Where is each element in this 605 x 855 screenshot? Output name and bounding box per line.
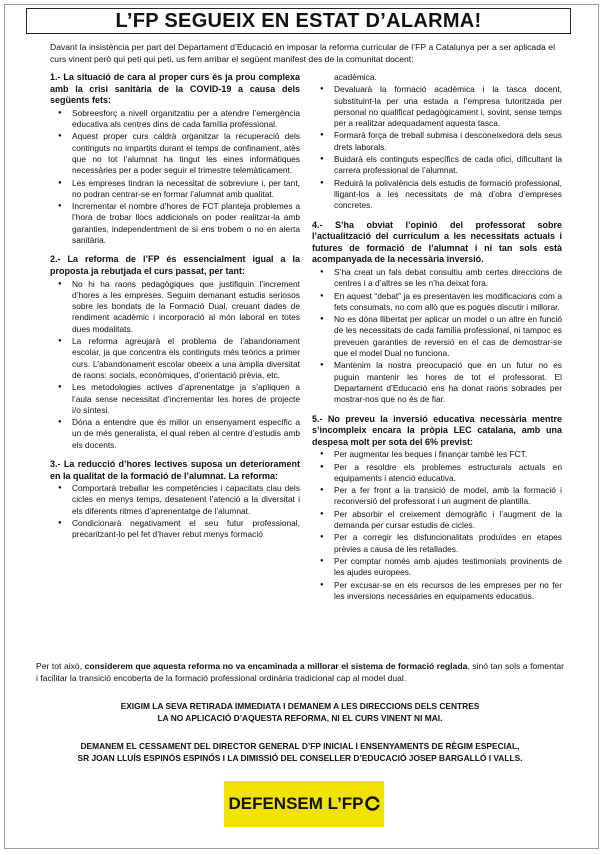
- bullet-list: [312, 267, 562, 406]
- list-item: ● Per excusar-se en els recursos de les empreses per no fer les inversions necessàries en equipaments educatius.: [334, 580, 562, 603]
- list-item: ● Condicionarà negativament el seu futur professional, precaritzant-lo pel fet d’haver rebut menys formació: [72, 518, 300, 541]
- section-title: 1.- La situació de cara al proper curs és ja prou complexa amb la crisi sanitària de la COVID-19 a causa dels següents fets:: [50, 72, 300, 106]
- section-5: [312, 414, 562, 603]
- demand-line: LA NO APLICACIÓ D’AQUESTA REFORMA, NI EL CURS VINENT NI MAI.: [157, 713, 443, 723]
- section-3-continued: [312, 72, 562, 212]
- section-4: [312, 220, 562, 406]
- demand-line: DEMANEM EL CESSAMENT DEL DIRECTOR GENERAL D’FP INICIAL I ENSENYAMENTS DE RÈGIM ESPECIAL,: [80, 741, 520, 751]
- list-item: ● Per comptar només amb ajudes testimonials provinents de les ajudes europees.: [334, 556, 562, 579]
- section-title: 3.- La reducció d’hores lectives suposa un deteriorament en la qualitat de la formació de l’alumnat. La reforma:: [50, 458, 300, 481]
- list-item: ● Les metodologies actives d’aprenentatge ja s’apliquen a l’aula sense necessitat d’incrementar les hores de projecte i/o síntesi.: [72, 382, 300, 416]
- list-item-continuation: acadèmica.: [334, 72, 377, 82]
- closing-post: , sinó tan sols a fomentar i facilitar la transició encoberta de la formació professional ordinària tradicional cap al model dual.: [36, 661, 565, 683]
- list-item: ● Sobreesforç a nivell organitzatiu per a atendre l’emergència educativa als centres dins de cada família professional.: [72, 108, 300, 131]
- bullet-list: [50, 483, 300, 540]
- list-item: ● En aquest “debat” ja es presentaven les modificacions com a fets consumats, no com allò que es pogués discutir i millorar.: [334, 291, 562, 314]
- bullet-list: [312, 72, 562, 212]
- demand-line: EXIGIM LA SEVA RETIRADA IMMEDIATA I DEMANEM A LES DIRECCIONS DELS CENTRES: [120, 701, 480, 711]
- list-item: ● Aquest proper curs caldrà organitzar la recuperació dels continguts no impartits durant el temps de confinament, atès que no tot l’alumnat ha tingut les eines informàtiques necessàries per a poder seguir el trimestre telemàticament.: [72, 131, 300, 176]
- title-box: [26, 8, 571, 34]
- section-1: [50, 72, 300, 246]
- list-item: ● No hi ha raons pedagògiques que justifiquin l’increment d’hores a les empreses. Seguim demanant estudis seriosos sobre les bondats de la Formació Dual, creuant dades de rendiment acadèmic i incorporació al món laboral en totes dues modalitats.: [72, 279, 300, 335]
- defensem-fp-banner: [224, 781, 384, 827]
- bullet-list: [312, 449, 562, 602]
- right-column: [312, 72, 562, 610]
- list-item: ● Per augmentar les beques i finançar també les FCT.: [334, 449, 562, 460]
- list-item: ● Per a resoldre els problemes estructurals actuals en equipaments i atenció educativa.: [334, 462, 562, 485]
- list-item: ● La reforma agreujarà el problema de l’abandonament escolar, ja que concentra els continguts més teòrics a primer curs. L’abandonament escolar obeeix a una àmplia diversitat de raons: socials, econòmiques, d’orientació prèvia, etc.: [72, 336, 300, 381]
- list-item: ● Buidarà els continguts específics de cada ofici, dificultant la carrera professional de l’alumnat.: [334, 154, 562, 177]
- list-item: ● Les empreses tindran la necessitat de sobreviure i, per tant, no podran centrar-se en formar l’alumnat amb qualitat.: [72, 178, 300, 201]
- list-item: ● Reduirà la polivalència dels estudis de formació professional, lligant-los a les necessitats de mà d’obra d’empreses concretes.: [334, 178, 562, 212]
- demand-cessament: [40, 740, 560, 764]
- section-title: 5.- No preveu la inversió educativa necessària mentre s’incompleix encara la pròpia LEC catalana, amb una despesa molt per sota del 6% previst:: [312, 413, 562, 447]
- section-title: 4.- S’ha obviat l’opinió del professorat sobre l’actualització del currículum a les necessitats actuals i futures de formació de l’alumnat i ni tan sols està acompanyada de la necessària inversió.: [312, 219, 562, 265]
- section-2: [50, 254, 300, 451]
- list-item: ● Incrementar el nombre d’hores de FCT planteja problemes a l’hora de trobar llocs addicionals on poder realitzar-la amb garanties, independentment de si ens trobem o no en alerta sanitària.: [72, 201, 300, 246]
- left-column: [50, 72, 300, 549]
- banner-text: DEFENSEM L’FP: [228, 794, 364, 813]
- section-3: [50, 459, 300, 541]
- list-item: ● Mantenim la nostra preocupació que en un futur no es puguin mantenir les hores de tot el professorat. El Departament d’Educació ens ha donat raons sobrades per mostrar-nos que no és de fiar.: [334, 360, 562, 405]
- circle-logo-icon: [365, 796, 380, 811]
- closing-strong: considerem que aquesta reforma no va encaminada a millorar el sistema de formació reglada: [84, 661, 468, 671]
- list-item: ● Per a fer front a la transició de model, amb la formació i reconversió del professorat i un augment de plantilla.: [334, 485, 562, 508]
- list-item: ● Per a corregir les disfuncionalitats produïdes en etapes prèvies a causa de les retallades.: [334, 532, 562, 555]
- page-title: L’FP SEGUEIX EN ESTAT D’ALARMA!: [115, 10, 482, 32]
- list-item: ● Dóna a entendre que és millor un ensenyament específic a un de més generalista, el qual reben al centre d’estudis amb els docents.: [72, 417, 300, 451]
- list-item: ● S’ha creat un fals debat consultiu amb certes direccions de centres i a d’altres se les n’ha deixat fora.: [334, 267, 562, 290]
- demand-retirada: [40, 700, 560, 724]
- bullet-list: [50, 279, 300, 451]
- list-item: ● Devaluarà la formació acadèmica i la tasca docent, substituint-la per una estada a l’empresa tutoritzada per personal no qualificat pedagògicament i, sovint, sense temps per a realitzar adequadament aquesta tasca.: [334, 84, 562, 129]
- closing-paragraph: [36, 660, 564, 684]
- demand-line: SR JOAN LLUÍS ESPINÓS ESPINÓS I LA DIMISSIÓ DEL CONSELLER D’EDUCACIÓ JOSEP BARGALLÓ I VALLS.: [77, 753, 523, 763]
- intro-paragraph: Davant la insistència per part del Departament d’Educació en imposar la reforma curricular de l’FP a Catalunya per a ser aplicada el curs vinent però qui peti qui peti, us fem arribar el següent manifest des de la comunitat docent:: [50, 42, 555, 64]
- list-item: ● Comportarà treballar les competències i capacitats clau dels cicles en menys temps, desatenent l’atenció a la diversitat i els diferents ritmes d’aprenentatge de l’alumnat.: [72, 483, 300, 517]
- list-item: ● Formarà força de treball submisa i desconeixedora dels seus drets laborals.: [334, 130, 562, 153]
- closing-pre: Per tot això,: [36, 661, 85, 671]
- list-item: ● Per absorbir el creixement demogràfic i l’augment de la demanda per cursar estudis de cicles.: [334, 509, 562, 532]
- bullet-list: [50, 108, 300, 247]
- list-item: ● No es dóna llibertat per aplicar un model o un altre en funció de les necessitats de cada família professional, ni tampoc es preveuen garanties de reversió en el cas de demostrar-se que el model Dual no funciona.: [334, 314, 562, 359]
- section-title: 2.- La reforma de l’FP és essencialment igual a la proposta ja rebutjada el curs passat, per tant:: [50, 254, 300, 276]
